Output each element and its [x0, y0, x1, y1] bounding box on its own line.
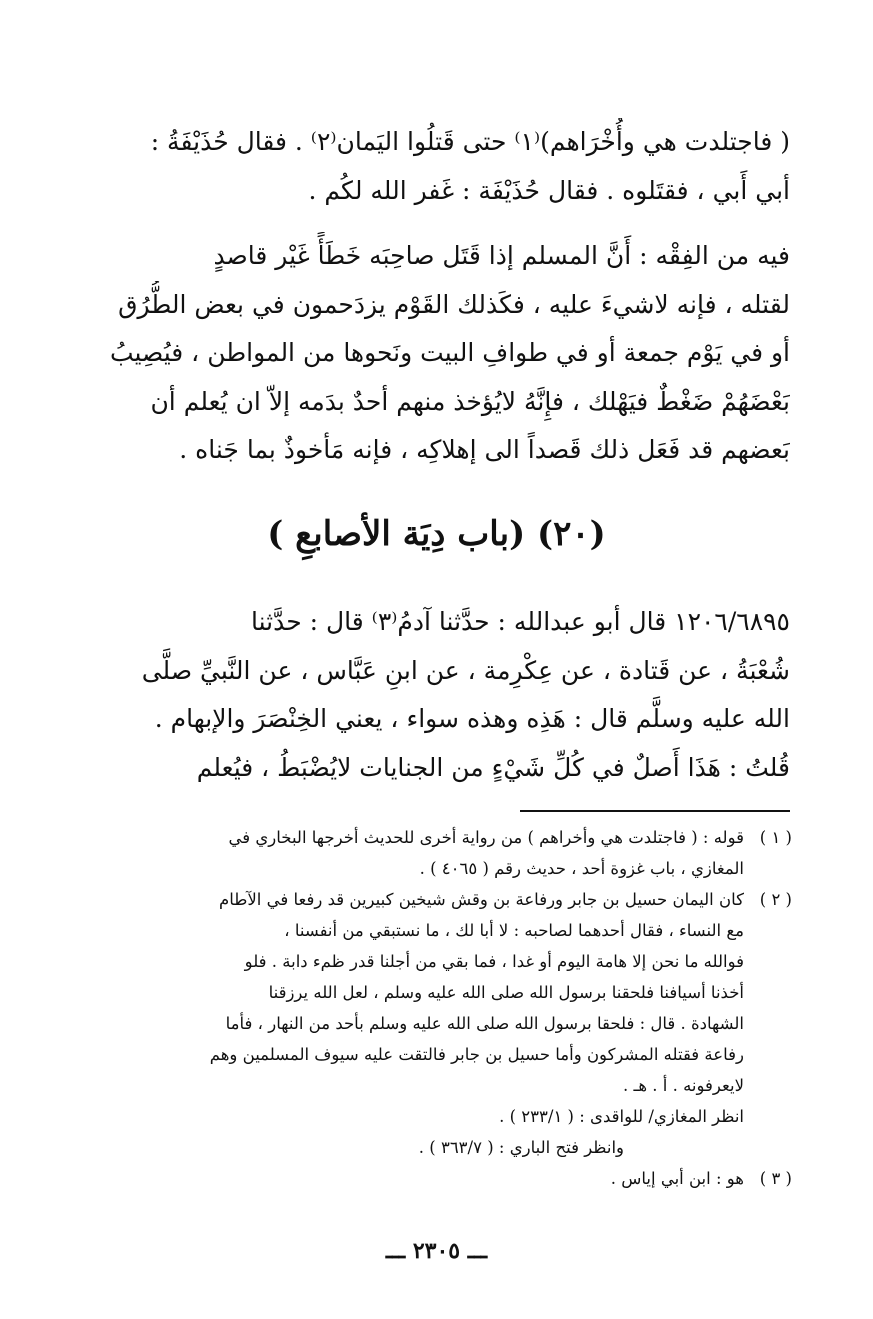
- footnote-line: هو : ابن أبي إياس .: [610, 1169, 744, 1188]
- text-line: ( فاجتلدت هي وأُخْرَاهم)⁽١⁾ حتى قَتلُوا اليَمان⁽٢⁾ . فقال حُذَيْفَةُ :: [150, 127, 790, 156]
- paragraph-fiqh: [92, 232, 790, 475]
- text-line: شُعْبَةُ ، عن قَتادة ، عن عِكْرِمة ، عن ابنِ عَبَّاس ، عن النَّبيِّ صلَّى: [141, 655, 790, 685]
- footnote-reference: وانظر فتح الباري : ( ٣٦٣/٧ ) .: [418, 1138, 624, 1157]
- text-line: أو في يَوْم جمعة أو في طوافِ البيت ونَحوها من المواطن ، فيُصِيبُ: [109, 338, 790, 367]
- text-line: فيه من الفِقْه : أَنَّ المسلم إذا قَتَل صاحِبَه خَطَأً غَيْر قاصدٍ: [213, 241, 790, 270]
- paragraph-hadith-end: [92, 118, 790, 215]
- footnote-line: مع النساء ، فقال أحدهما لصاحبه : لا أبا لك ، ما نستبقي من أنفسنا ،: [284, 921, 744, 940]
- paragraph-commentary: [92, 744, 790, 793]
- text-line: بَعْضَهُمْ ضَغْطٌ فيَهْلك ، فإِنَّهُ لايُؤخذ منهم أحدٌ بدَمه إلاّ ان يُعلم أن: [150, 386, 790, 416]
- text-line: الله عليه وسلَّم قال : هَذِه وهذه سواء ، يعني الخِنْصَرَ والإبهام .: [154, 704, 790, 733]
- text-line: بَعضهم قد فَعَل ذلك قَصداً الى إهلاكِه ، فإنه مَأخوذٌ بما جَناه .: [179, 435, 790, 464]
- text-line: أبي أَبي ، فقتَلوه . فقال حُذَيْفَة : غَفر الله لكُم .: [308, 175, 790, 205]
- footnote-line: كان اليمان حسيل بن جابر ورفاعة بن وقش شيخين كبيرين قد رفعا في الآطام: [219, 890, 744, 909]
- footnote-3: [92, 1163, 792, 1194]
- text-line: ١٢٠٦/٦٨٩٥ قال أبو عبدالله : حدَّثنا آدمُ⁽٣⁾ قال : حدَّثنا: [250, 607, 790, 636]
- footnote-line: لايعرفونه . أ . هـ .: [623, 1076, 744, 1095]
- footnote-line: فوالله ما نحن إلا هامة اليوم أو غدا ، فما بقي من أجلنا قدر ظمء دابة . فلو: [244, 952, 744, 971]
- footnote-line: الشهادة . قال : فلحقا برسول الله صلى الله عليه وسلم بأحد من النهار ، فأما: [225, 1014, 744, 1033]
- footnote-number: ( ١ ): [759, 828, 792, 847]
- text-line: لقتله ، فإنه لاشيءَ عليه ، فكَذلك القَوْم يزدَحمون في بعض الطُّرُق: [118, 289, 790, 319]
- footnote-separator: [520, 810, 790, 812]
- paragraph-hadith-1206: [92, 598, 790, 744]
- page-number: ـــ ٢٣٠٥ ـــ: [385, 1238, 488, 1264]
- footnote-line: المغازي ، باب غزوة أحد ، حديث رقم ( ٤٠٦٥ ) .: [419, 859, 744, 878]
- footnote-2: [92, 884, 792, 1163]
- chapter-heading: (٢٠) (باب دِيَة الأصابعِ ): [267, 514, 606, 554]
- footnote-1: [92, 822, 792, 884]
- footnote-reference: انظر المغازي/ للواقدى : ( ٢٣٣/١ ) .: [499, 1107, 744, 1126]
- text-line: قُلتُ : هَذَا أَصلٌ في كُلِّ شَيْءٍ من الجنايات لايُضْبَطُ ، فيُعلم: [196, 753, 790, 782]
- footnotes: [92, 822, 792, 1194]
- footnote-line: رفاعة فقتله المشركون وأما حسيل بن جابر فالتقت عليه سيوف المسلمين وهم: [209, 1045, 744, 1064]
- footnote-line: أخذنا أسيافنا فلحقنا برسول الله صلى الله عليه وسلم ، لعل الله يرزقنا: [268, 983, 744, 1002]
- footnote-number: ( ٢ ): [759, 890, 792, 909]
- footnote-line: قوله : ( فاجتلدت هي وأخراهم ) من رواية أخرى للحديث أخرجها البخاري في: [228, 828, 744, 847]
- footnote-number: ( ٣ ): [759, 1169, 792, 1188]
